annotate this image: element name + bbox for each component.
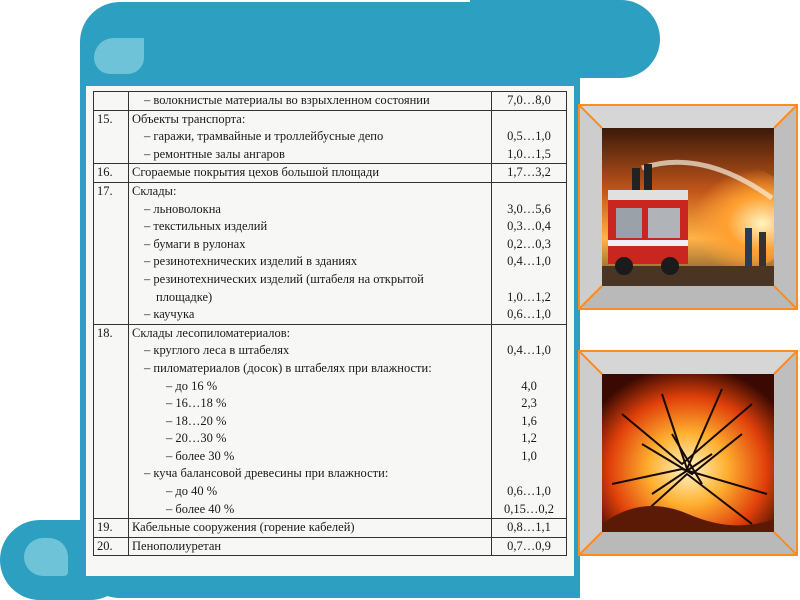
row-value (492, 92, 567, 111)
description-line: Склады: (132, 183, 177, 198)
row-description (129, 92, 492, 111)
description-line: Объекты транспорта: (132, 111, 246, 126)
value-line (495, 271, 563, 289)
value-line: 2,3 (521, 396, 537, 411)
description-line: – резинотехнических изделий (штабеля на открытой (144, 271, 424, 286)
value-line: 1,6 (521, 413, 537, 428)
value-line (495, 360, 563, 378)
row-number: 19. (94, 519, 129, 538)
description-line: – резинотехнических изделий в зданиях (144, 254, 358, 269)
description-line: – до 40 % (166, 484, 218, 499)
description-line: Склады лесопиломатериалов: (132, 325, 291, 340)
description-line: – 16…18 % (166, 396, 227, 411)
row-description (129, 537, 492, 556)
value-line: 1,0…1,2 (507, 289, 551, 304)
description-line: площадке) (156, 289, 213, 304)
row-number: 16. (94, 164, 129, 183)
table-row (94, 182, 567, 324)
table-row (94, 92, 567, 111)
table-row (94, 537, 567, 556)
description-line: – куча балансовой древесины при влажности: (144, 466, 389, 481)
value-line: 0,4…1,0 (507, 343, 551, 358)
burning-woodpile-photo (602, 374, 774, 532)
description-line: Сгораемые покрытия цехов большой площади (132, 165, 380, 180)
table-row (94, 324, 567, 519)
description-line: – более 40 % (166, 501, 235, 516)
value-line: 0,15…0,2 (504, 501, 554, 516)
description-line: – до 16 % (166, 378, 218, 393)
row-description (129, 324, 492, 519)
value-line: 1,0 (521, 448, 537, 463)
description-line: – ремонтные залы ангаров (144, 146, 285, 161)
description-line: – более 30 % (166, 448, 235, 463)
description-line: – каучука (144, 307, 195, 322)
row-value (492, 182, 567, 324)
photo-frame-bottom (578, 350, 798, 556)
row-value (492, 324, 567, 519)
scroll-curl-bottom (24, 538, 68, 576)
value-line: 0,6…1,0 (507, 484, 551, 499)
row-value (492, 110, 567, 164)
value-line: 0,5…1,0 (507, 129, 551, 144)
value-line: 1,0…1,5 (507, 146, 551, 161)
value-line (495, 325, 563, 343)
row-description (129, 182, 492, 324)
row-value (492, 537, 567, 556)
value-line: 4,0 (521, 378, 537, 393)
value-line (495, 465, 563, 483)
scroll-curl-top (94, 38, 144, 74)
value-line: 3,0…5,6 (507, 201, 551, 216)
row-description (129, 110, 492, 164)
value-line: 0,4…1,0 (507, 254, 551, 269)
description-line: Пенополиуретан (132, 538, 222, 553)
value-line: 1,2 (521, 431, 537, 446)
table-row (94, 110, 567, 164)
description-line: – гаражи, трамвайные и троллейбусные депо (144, 129, 384, 144)
description-line: – круглого леса в штабелях (144, 343, 290, 358)
value-line: 0,8…1,1 (507, 520, 551, 535)
value-line: 1,7…3,2 (507, 165, 551, 180)
value-line: 0,6…1,0 (507, 307, 551, 322)
row-number: 17. (94, 182, 129, 324)
description-line: – бумаги в рулонах (144, 236, 246, 251)
row-number: 15. (94, 110, 129, 164)
value-line: 0,7…0,9 (507, 538, 551, 553)
photo-frame-top (578, 104, 798, 310)
description-line: – льноволокна (144, 201, 221, 216)
row-number: 20. (94, 537, 129, 556)
description-line: – текстильных изделий (144, 219, 268, 234)
table-row (94, 519, 567, 538)
row-description (129, 164, 492, 183)
description-line: – 20…30 % (166, 431, 227, 446)
value-line (495, 183, 563, 201)
value-line: 0,2…0,3 (507, 236, 551, 251)
row-number: 18. (94, 324, 129, 519)
table-row (94, 164, 567, 183)
fire-truck-photo (602, 128, 774, 286)
row-value (492, 519, 567, 538)
description-line: – пиломатериалов (досок) в штабелях при влажности: (144, 360, 432, 375)
row-value (492, 164, 567, 183)
value-line (495, 111, 563, 129)
fire-rate-table (93, 91, 567, 556)
description-line: – волокнистые материалы во взрыхленном состоянии (144, 93, 430, 107)
row-description (129, 519, 492, 538)
description-line: Кабельные сооружения (горение кабелей) (132, 520, 355, 535)
description-line: – 18…20 % (166, 413, 227, 428)
value-line: 7,0…8,0 (507, 93, 551, 107)
row-number (94, 92, 129, 111)
value-line: 0,3…0,4 (507, 219, 551, 234)
